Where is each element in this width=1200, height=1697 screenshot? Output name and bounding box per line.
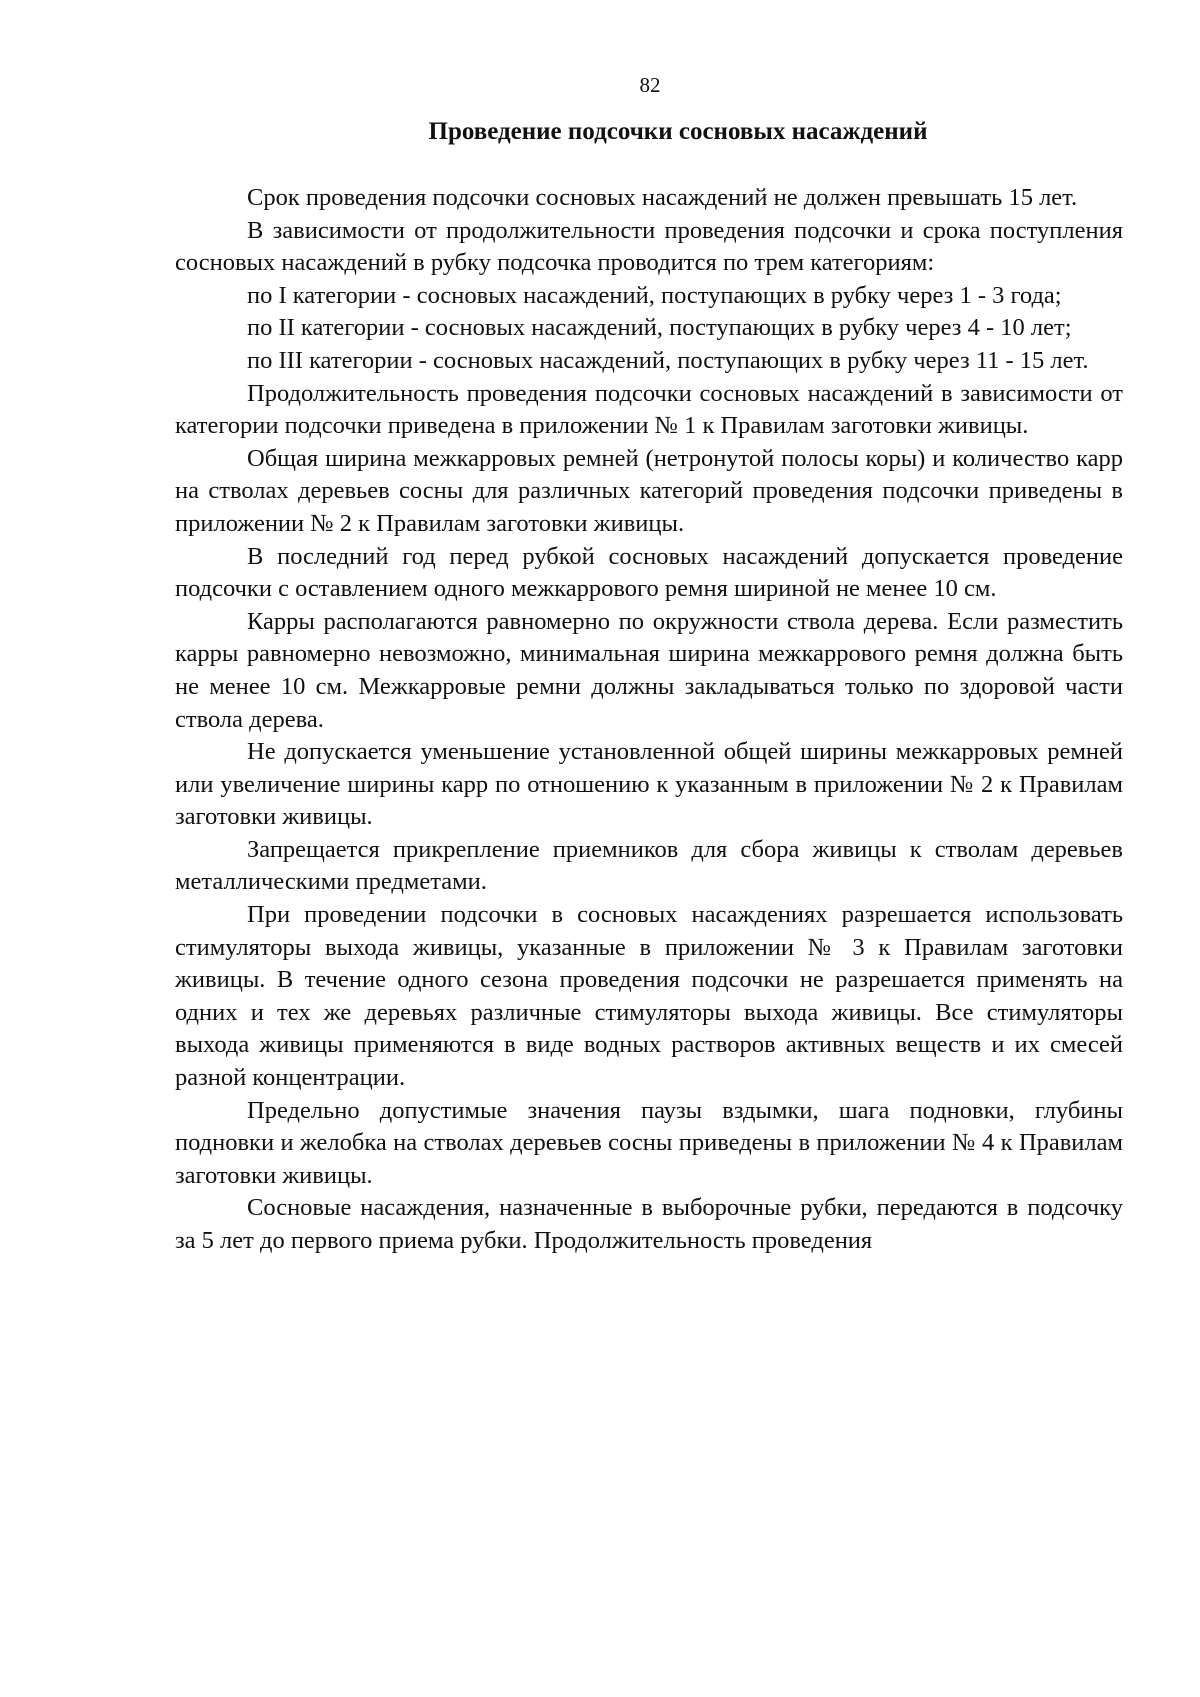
paragraph: Срок проведения подсочки сосновых насаждений не должен превышать 15 лет. — [247, 184, 1078, 211]
body-text — [175, 182, 1123, 1258]
paragraph: В последний год перед рубкой сосновых насаждений допускается проведение подсочки с оставлением одного межкаррового ремня шириной не менее 10 см. — [175, 542, 1123, 603]
section-title: Проведение подсочки сосновых насаждений — [428, 118, 928, 145]
paragraph: Карры располагаются равномерно по окружности ствола дерева. Если разместить карры равномерно невозможно, минимальная ширина межкаррового ремня должна быть не менее 10 см. Межкарровые ремни должны закладываться только по здоровой части ствола дерева. — [175, 607, 1123, 733]
paragraph: по III категории - сосновых насаждений, поступающих в рубку через 11 - 15 лет. — [247, 346, 1089, 374]
page-number: 82 — [639, 73, 661, 97]
paragraph: Сосновые насаждения, назначенные в выборочные рубки, передаются в подсочку за 5 лет до первого приема рубки. Продолжительность проведения — [175, 1194, 1123, 1254]
paragraph: Предельно допустимые значения паузы вздымки, шага подновки, глубины подновки и желобка на стволах деревьев сосны приведены в приложении № 4 к Правилам заготовки живицы. — [175, 1096, 1123, 1189]
paragraph: При проведении подсочки в сосновых насаждениях разрешается использовать стимуляторы выхода живицы, указанные в приложении № 3 к Правилам заготовки живицы. В течение одного сезона проведения подсочки не разрешается применять на одних и тех же деревьях различные стимуляторы выхода живицы. Все стимуляторы выхода живицы применяются в виде водных растворов активных веществ и их смесей разной концентрации. — [175, 901, 1123, 1092]
paragraph: В зависимости от продолжительности проведения подсочки и срока поступления сосновых насаждений в рубку подсочка проводится по трем категориям: — [175, 216, 1123, 277]
paragraph: по II категории - сосновых насаждений, поступающих в рубку через 4 - 10 лет; — [247, 314, 1072, 342]
paragraph: Продолжительность проведения подсочки сосновых насаждений в зависимости от категории подсочки приведена в приложении № 1 к Правилам заготовки живицы. — [175, 379, 1123, 440]
paragraph: Не допускается уменьшение установленной общей ширины межкарровых ремней или увеличение ширины карр по отношению к указанным в приложении № 2 к Правилам заготовки живицы. — [175, 738, 1123, 831]
paragraph: Общая ширина межкарровых ремней (нетронутой полосы коры) и количество карр на стволах деревьев сосны для различных категорий проведения подсочки приведены в приложении № 2 к Правилам заготовки живицы. — [175, 444, 1123, 537]
paragraph: Запрещается прикрепление приемников для сбора живицы к стволам деревьев металлическими предметами. — [175, 835, 1123, 896]
paragraph: по I категории - сосновых насаждений, поступающих в рубку через 1 - 3 года; — [247, 281, 1062, 309]
